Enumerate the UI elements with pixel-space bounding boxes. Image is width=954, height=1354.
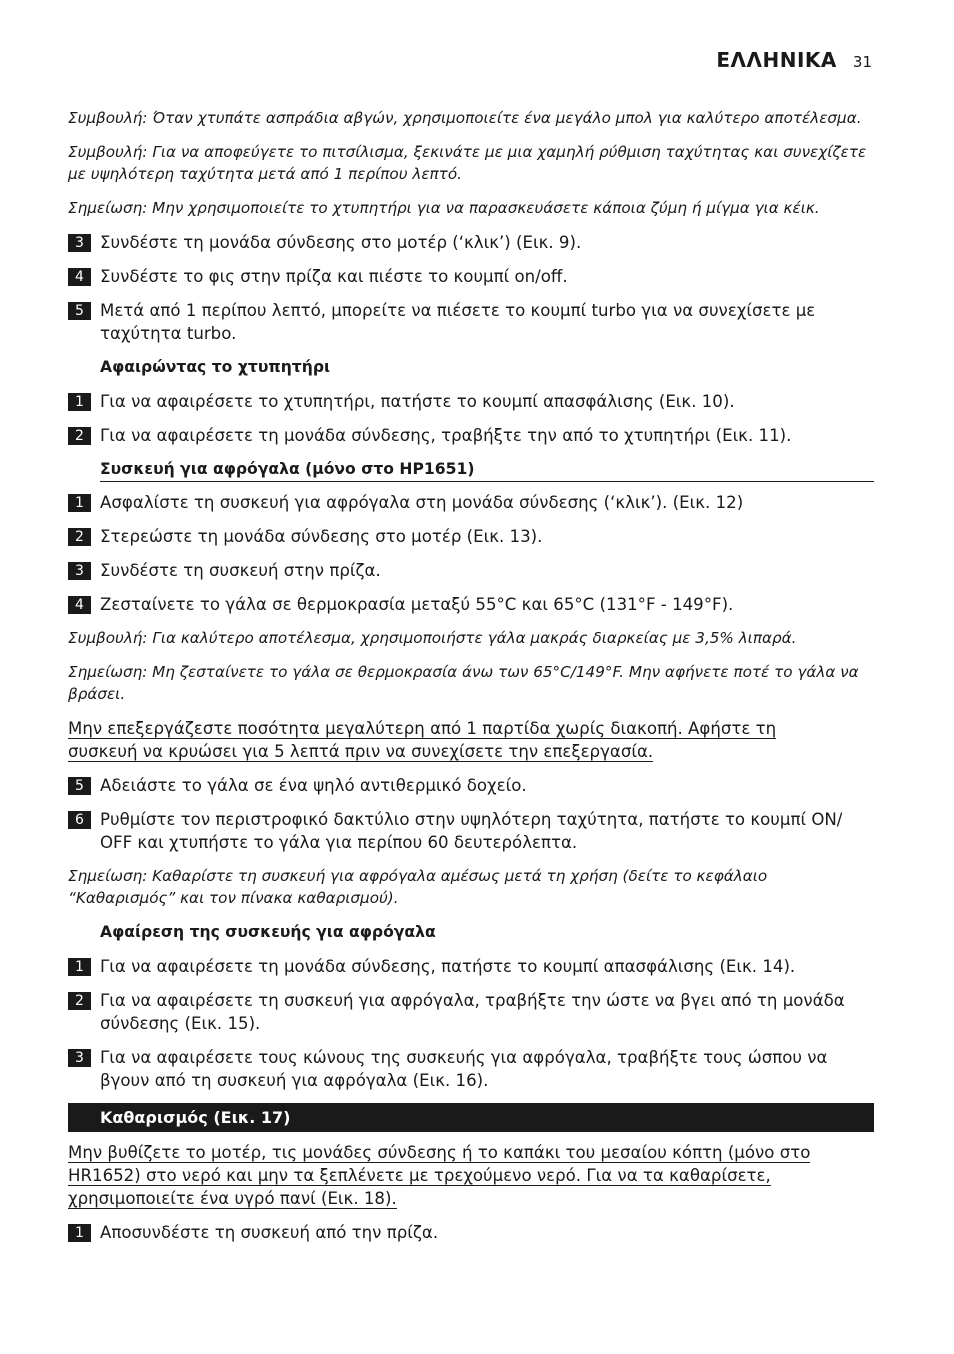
page-number: 31	[852, 53, 872, 71]
step-item	[68, 491, 874, 514]
step-text: Συνδέστε τη συσκευή στην πρίζα.	[100, 561, 381, 580]
step-number: 6	[68, 811, 91, 829]
step-number: 2	[68, 992, 91, 1010]
step-number: 2	[68, 427, 91, 445]
step-text: Συνδέστε τη μονάδα σύνδεσης στο μοτέρ (‘κλικ’) (Εικ. 9).	[100, 233, 582, 252]
step-text: Ασφαλίστε τη συσκευή για αφρόγαλα στη μονάδα σύνδεσης (‘κλικ’). (Εικ. 12)	[100, 493, 744, 512]
step-number: 4	[68, 596, 91, 614]
warning-text	[68, 1141, 874, 1210]
language-label: ΕΛΛΗΝΙΚΑ	[716, 48, 837, 72]
warning-line: Μην επεξεργάζεστε ποσότητα μεγαλύτερη από 1 παρτίδα χωρίς διακοπή. Αφήστε τη	[68, 719, 777, 738]
warning-line: HR1652) στο νερό και μην τα ξεπλένετε με τρεχούμενο νερό. Για να τα καθαρίσετε,	[68, 1166, 771, 1185]
step-text: Ζεσταίνετε το γάλα σε θερμοκρασία μεταξύ 55°C και 65°C (131°F - 149°F).	[100, 595, 734, 614]
step-item	[68, 231, 874, 254]
step-text: Για να αφαιρέσετε το χτυπητήρι, πατήστε το κουμπί απασφάλισης (Εικ. 10).	[100, 392, 735, 411]
step-number: 2	[68, 528, 91, 546]
step-item	[68, 1221, 874, 1244]
warning-line: Μην βυθίζετε το μοτέρ, τις μονάδες σύνδεσης ή το καπάκι του μεσαίου κόπτη (μόνο στο	[68, 1143, 811, 1162]
step-text: Για να αφαιρέσετε τη συσκευή για αφρόγαλα, τραβήξτε την ώστε να βγει από τη μονάδα σύνδεσης (Εικ. 15).	[100, 991, 845, 1033]
step-number: 1	[68, 494, 91, 512]
remark-note: Σημείωση: Μην χρησιμοποιείτε το χτυπητήρι για να παρασκευάσετε κάποια ζύμη ή μίγμα για κέικ.	[68, 199, 820, 217]
step-item	[68, 774, 874, 797]
remark-note: Σημείωση: Καθαρίστε τη συσκευή για αφρόγαλα αμέσως μετά τη χρήση (δείτε το κεφάλαιο “Καθαρισμός” και τον πίνακα καθαρισμού).	[68, 867, 768, 907]
step-number: 5	[68, 777, 91, 795]
subheading-remove-frother: Αφαίρεση της συσκευής για αφρόγαλα	[100, 923, 436, 941]
page-content	[68, 107, 874, 1255]
step-text: Αποσυνδέστε τη συσκευή από την πρίζα.	[100, 1223, 439, 1242]
step-item	[68, 265, 874, 288]
step-item	[68, 989, 874, 1035]
remark-note: Σημείωση: Μη ζεσταίνετε το γάλα σε θερμοκρασία άνω των 65°C/149°F. Μην αφήνετε ποτέ το γάλα να βράσει.	[68, 663, 859, 703]
warning-line: χρησιμοποιείτε ένα υγρό πανί (Εικ. 18).	[68, 1189, 397, 1208]
step-number: 1	[68, 1224, 91, 1242]
warning-text	[68, 717, 874, 763]
step-text: Για να αφαιρέσετε τη μονάδα σύνδεσης, πατήστε το κουμπί απασφάλισης (Εικ. 14).	[100, 957, 796, 976]
step-number: 4	[68, 268, 91, 286]
step-item	[68, 1046, 874, 1092]
step-text: Στερεώστε τη μονάδα σύνδεσης στο μοτέρ (Εικ. 13).	[100, 527, 543, 546]
section-heading-cleaning: Καθαρισμός (Εικ. 17)	[68, 1103, 874, 1132]
subheading-remove-whisk: Αφαιρώντας το χτυπητήρι	[100, 358, 331, 376]
step-item	[68, 390, 874, 413]
step-number: 1	[68, 958, 91, 976]
step-text: Μετά από 1 περίπου λεπτό, μπορείτε να πιέσετε το κουμπί turbo για να συνεχίσετε με ταχύτητα turbo.	[100, 301, 816, 343]
step-text: Για να αφαιρέσετε τη μονάδα σύνδεσης, τραβήξτε την από το χτυπητήρι (Εικ. 11).	[100, 426, 792, 445]
step-number: 3	[68, 562, 91, 580]
step-item	[68, 808, 874, 854]
step-number: 1	[68, 393, 91, 411]
step-number: 3	[68, 234, 91, 252]
page-header	[716, 48, 872, 72]
step-item	[68, 955, 874, 978]
step-text: Αδειάστε το γάλα σε ένα ψηλό αντιθερμικό δοχείο.	[100, 776, 527, 795]
step-item	[68, 559, 874, 582]
subheading-frother: Συσκευή για αφρόγαλα (μόνο στο HP1651)	[100, 458, 874, 482]
step-number: 3	[68, 1049, 91, 1067]
tip-note: Συμβουλή: Για να αποφεύγετε το πιτσίλισμα, ξεκινάτε με μια χαμηλή ρύθμιση ταχύτητας και συνεχίζετε με υψηλότερη ταχύτητα μετά από 1 περίπου λεπτό.	[68, 143, 867, 183]
step-text: Συνδέστε το φις στην πρίζα και πιέστε το κουμπί on/off.	[100, 267, 568, 286]
tip-note: Συμβουλή: Για καλύτερο αποτέλεσμα, χρησιμοποιήστε γάλα μακράς διαρκείας με 3,5% λιπαρά.	[68, 629, 797, 647]
step-item	[68, 593, 874, 616]
step-item	[68, 299, 874, 345]
step-number: 5	[68, 302, 91, 320]
warning-line: συσκευή να κρυώσει για 5 λεπτά πριν να συνεχίσετε την επεξεργασία.	[68, 742, 654, 761]
step-text: Για να αφαιρέσετε τους κώνους της συσκευής για αφρόγαλα, τραβήξτε τους ώσπου να βγουν από τη συσκευή για αφρόγαλα (Εικ. 16).	[100, 1048, 828, 1090]
step-text: Ρυθμίστε τον περιστροφικό δακτύλιο στην υψηλότερη ταχύτητα, πατήστε το κουμπί ON/ OFF και χτυπήστε το γάλα για περίπου 60 δευτερόλεπτα.	[100, 810, 843, 852]
tip-note: Συμβουλή: Όταν χτυπάτε ασπράδια αβγών, χρησιμοποιείτε ένα μεγάλο μπολ για καλύτερο αποτέλεσμα.	[68, 109, 862, 127]
step-item	[68, 424, 874, 447]
step-item	[68, 525, 874, 548]
